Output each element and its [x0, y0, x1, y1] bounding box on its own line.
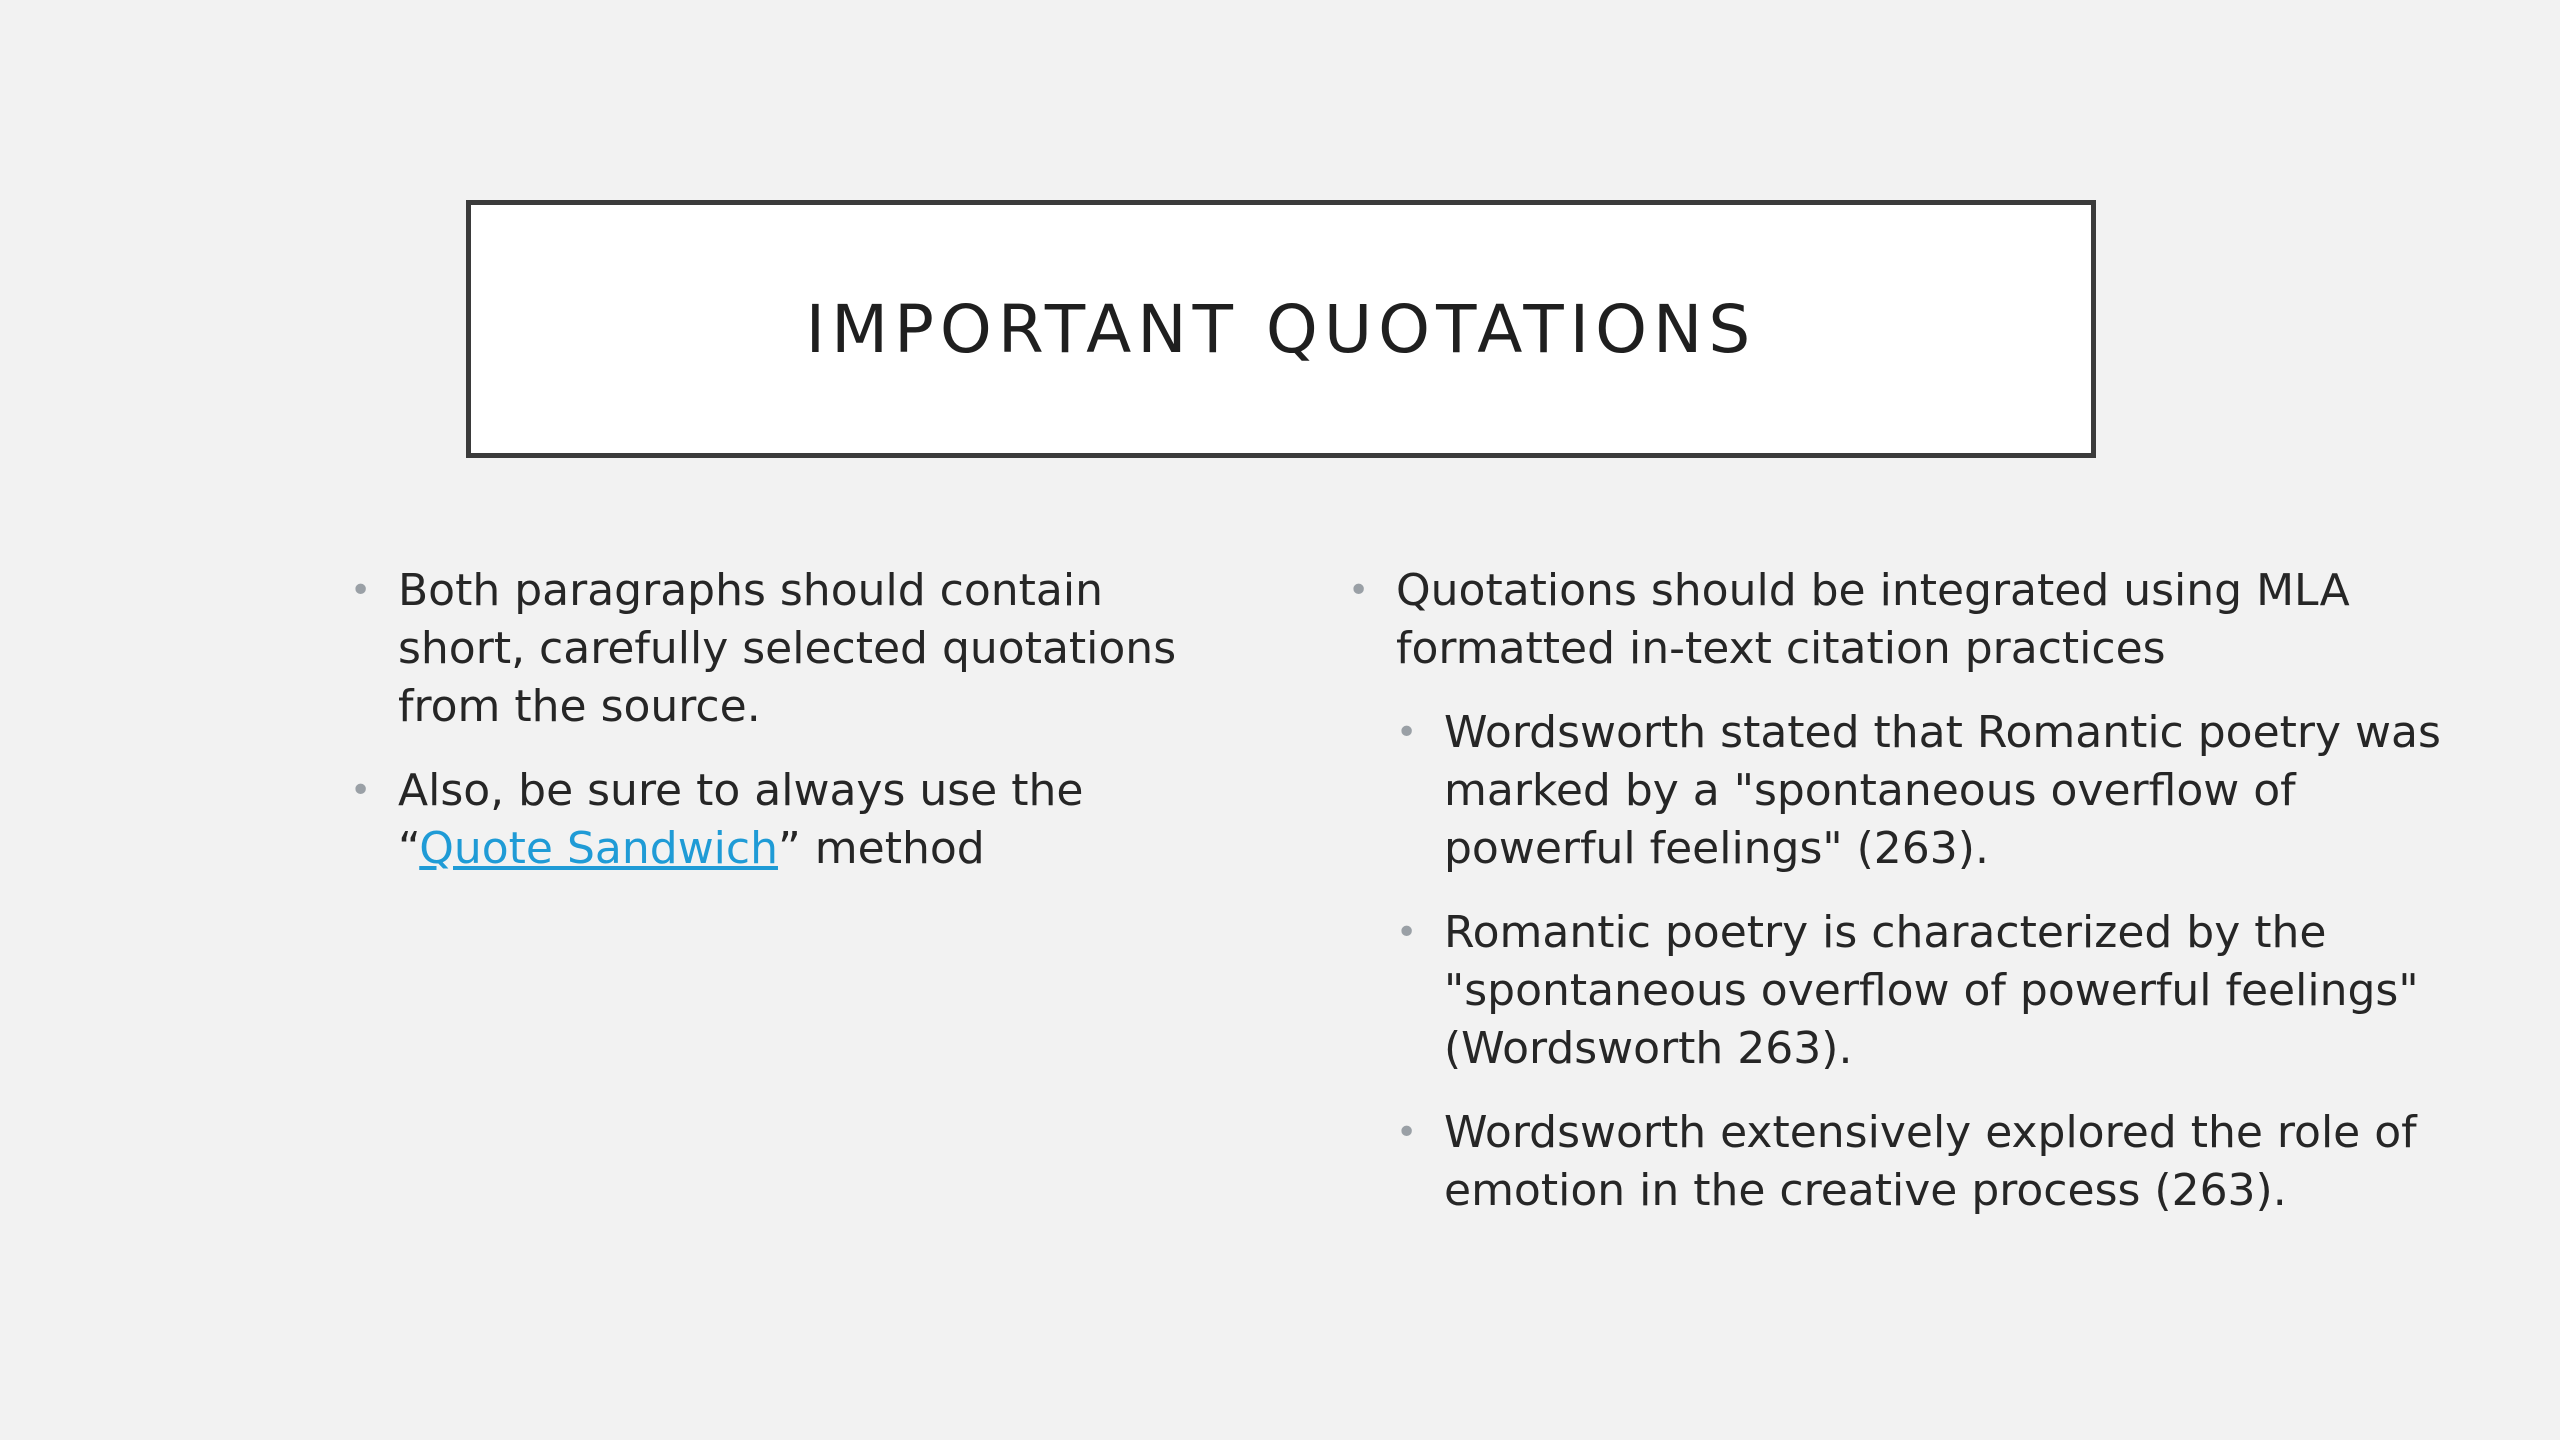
bullet-icon: •: [1396, 712, 1418, 753]
bullet-text: Both paragraphs should contain short, carefully selected quotations from the source.: [398, 565, 1177, 732]
list-item: [350, 562, 1210, 736]
slide-title: IMPORTANT QUOTATIONS: [805, 290, 1757, 368]
list-item: [1396, 1104, 2468, 1220]
bullet-icon: •: [1348, 570, 1370, 611]
sub-bullet-text: Wordsworth extensively explored the role of emotion in the creative process (263).: [1444, 1107, 2417, 1216]
bullet-icon: •: [1396, 912, 1418, 953]
left-bullet-list: [350, 562, 1210, 878]
list-item: [1396, 904, 2468, 1078]
list-item: [350, 762, 1210, 878]
sub-bullet-list: [1396, 704, 2468, 1220]
quote-sandwich-link[interactable]: Quote Sandwich: [419, 823, 778, 874]
bullet-text: Quotations should be integrated using MLA formatted in-text citation practices: [1396, 565, 2350, 674]
list-item: [1348, 562, 2468, 1220]
right-bullet-list: [1348, 562, 2468, 1220]
left-column: [350, 562, 1210, 904]
right-column: [1348, 562, 2468, 1246]
bullet-icon: •: [1396, 1112, 1418, 1153]
list-item: [1396, 704, 2468, 878]
bullet-text-suffix: ” method: [777, 823, 985, 874]
bullet-icon: •: [350, 570, 372, 611]
bullet-icon: •: [350, 770, 372, 811]
bullet-text-prefix: Also, be sure to always use the “: [398, 765, 1084, 874]
sub-bullet-text: Romantic poetry is characterized by the "spontaneous overflow of powerful feelings" (Wordsworth 263).: [1444, 907, 2419, 1074]
title-box: [466, 200, 2096, 458]
sub-bullet-text: Wordsworth stated that Romantic poetry was marked by a "spontaneous overflow of powerful feelings" (263).: [1444, 707, 2441, 874]
